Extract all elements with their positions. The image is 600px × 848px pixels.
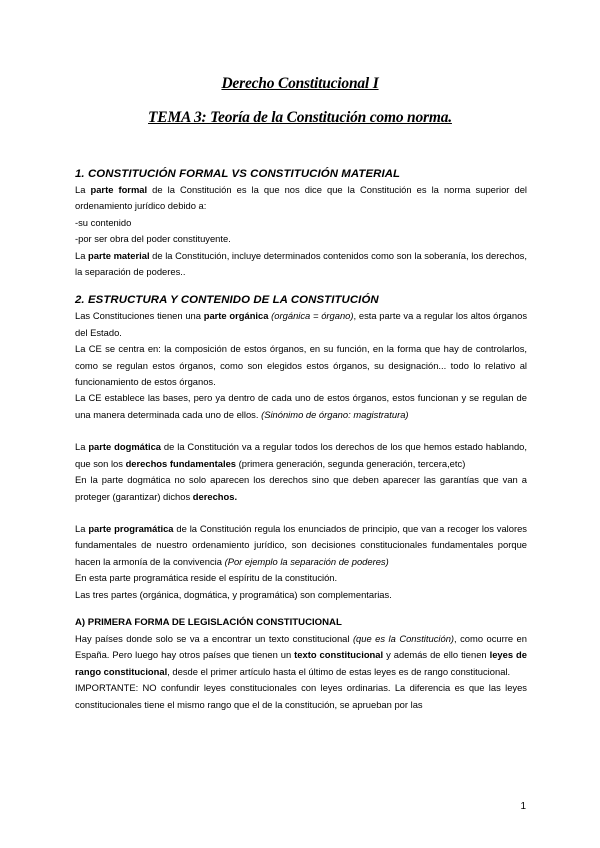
document-title: Derecho Constitucional I [221, 75, 379, 92]
document-body [75, 166, 527, 713]
paragraph-ce-bases: La CE establece las bases, pero ya dentro de cada uno de estos órganos, estos funcionan y se regulan de una manera determinada cada uno de ellos. (Sinónimo de órgano: magistratura) [75, 392, 527, 420]
document-subtitle: TEMA 3: Teoría de la Constitución como norma. [148, 109, 452, 126]
paragraph-complementarias: Las tres partes (orgánica, dogmática, y programática) son complementarias. [75, 588, 392, 600]
paragraph-formal: La parte formal de la Constitución es la que nos dice que la Constitución es la norma superior del ordenamiento jurídico debido a: [75, 184, 527, 212]
list-item: -su contenido [75, 216, 132, 228]
paragraph-dogmatica: La parte dogmática de la Constitución va a regular todos los derechos de los que hemos estado hablando, que son los derechos fundamentales (primera generación, segunda generación, tercera,etc) [75, 441, 527, 469]
paragraph-programatica: La parte programática de la Constitución regula los enunciados de principio, que van a recoger los valores fundamentales de nuestro ordenamiento jurídico, son decisiones constitucionales fundamentales porque hacen la armonía de la convivencia (Por ejemplo la separación de poderes) [75, 522, 527, 567]
paragraph-legislacion: Hay países donde solo se va a encontrar un texto constitucional (que es la Constitución), como ocurre en España. Pero luego hay otros países que tienen un texto constitucional y además de ello tienen leyes de rango constitucional, desde el primer artículo hasta el último de estas leyes es de rango constitucional. [75, 632, 527, 677]
list-item: -por ser obra del poder constituyente. [75, 233, 231, 245]
paragraph-espiritu: En esta parte programática reside el espíritu de la constitución. [75, 572, 338, 584]
section-heading-2: 2. ESTRUCTURA Y CONTENIDO DE LA CONSTITUCIÓN [75, 294, 379, 307]
paragraph-ce-centra: La CE se centra en: la composición de estos órganos, en su función, en la forma que hay de controlarlos, como se regulan estos órganos, como son elegidos estos órganos, su designación... todo lo relativo al funcionamiento de estos órganos. [75, 343, 527, 388]
section-heading-3: A) PRIMERA FORMA DE LEGISLACIÓN CONSTITUCIONAL [75, 616, 342, 628]
paragraph-material: La parte material de la Constitución, incluye determinados contenidos como son la soberanía, los derechos, la separación de poderes.. [75, 249, 527, 278]
section-heading-1: 1. CONSTITUCIÓN FORMAL VS CONSTITUCIÓN MATERIAL [75, 168, 401, 180]
paragraph-organica: Las Constituciones tienen una parte orgánica (orgánica = órgano), esta parte va a regular los altos órganos del Estado. [75, 310, 528, 338]
paragraph-garantias: En la parte dogmática no solo aparecen los derechos sino que deben aparecer las garantías que van a proteger (garantizar) dichos derechos. [75, 474, 527, 502]
page-number: 1 [520, 801, 526, 812]
paragraph-importante: IMPORTANTE: NO confundir leyes constitucionales con leyes ordinarias. La diferencia es que las leyes constitucionales tiene el mismo rango que el de la constitución, se aprueban por las [75, 682, 527, 710]
